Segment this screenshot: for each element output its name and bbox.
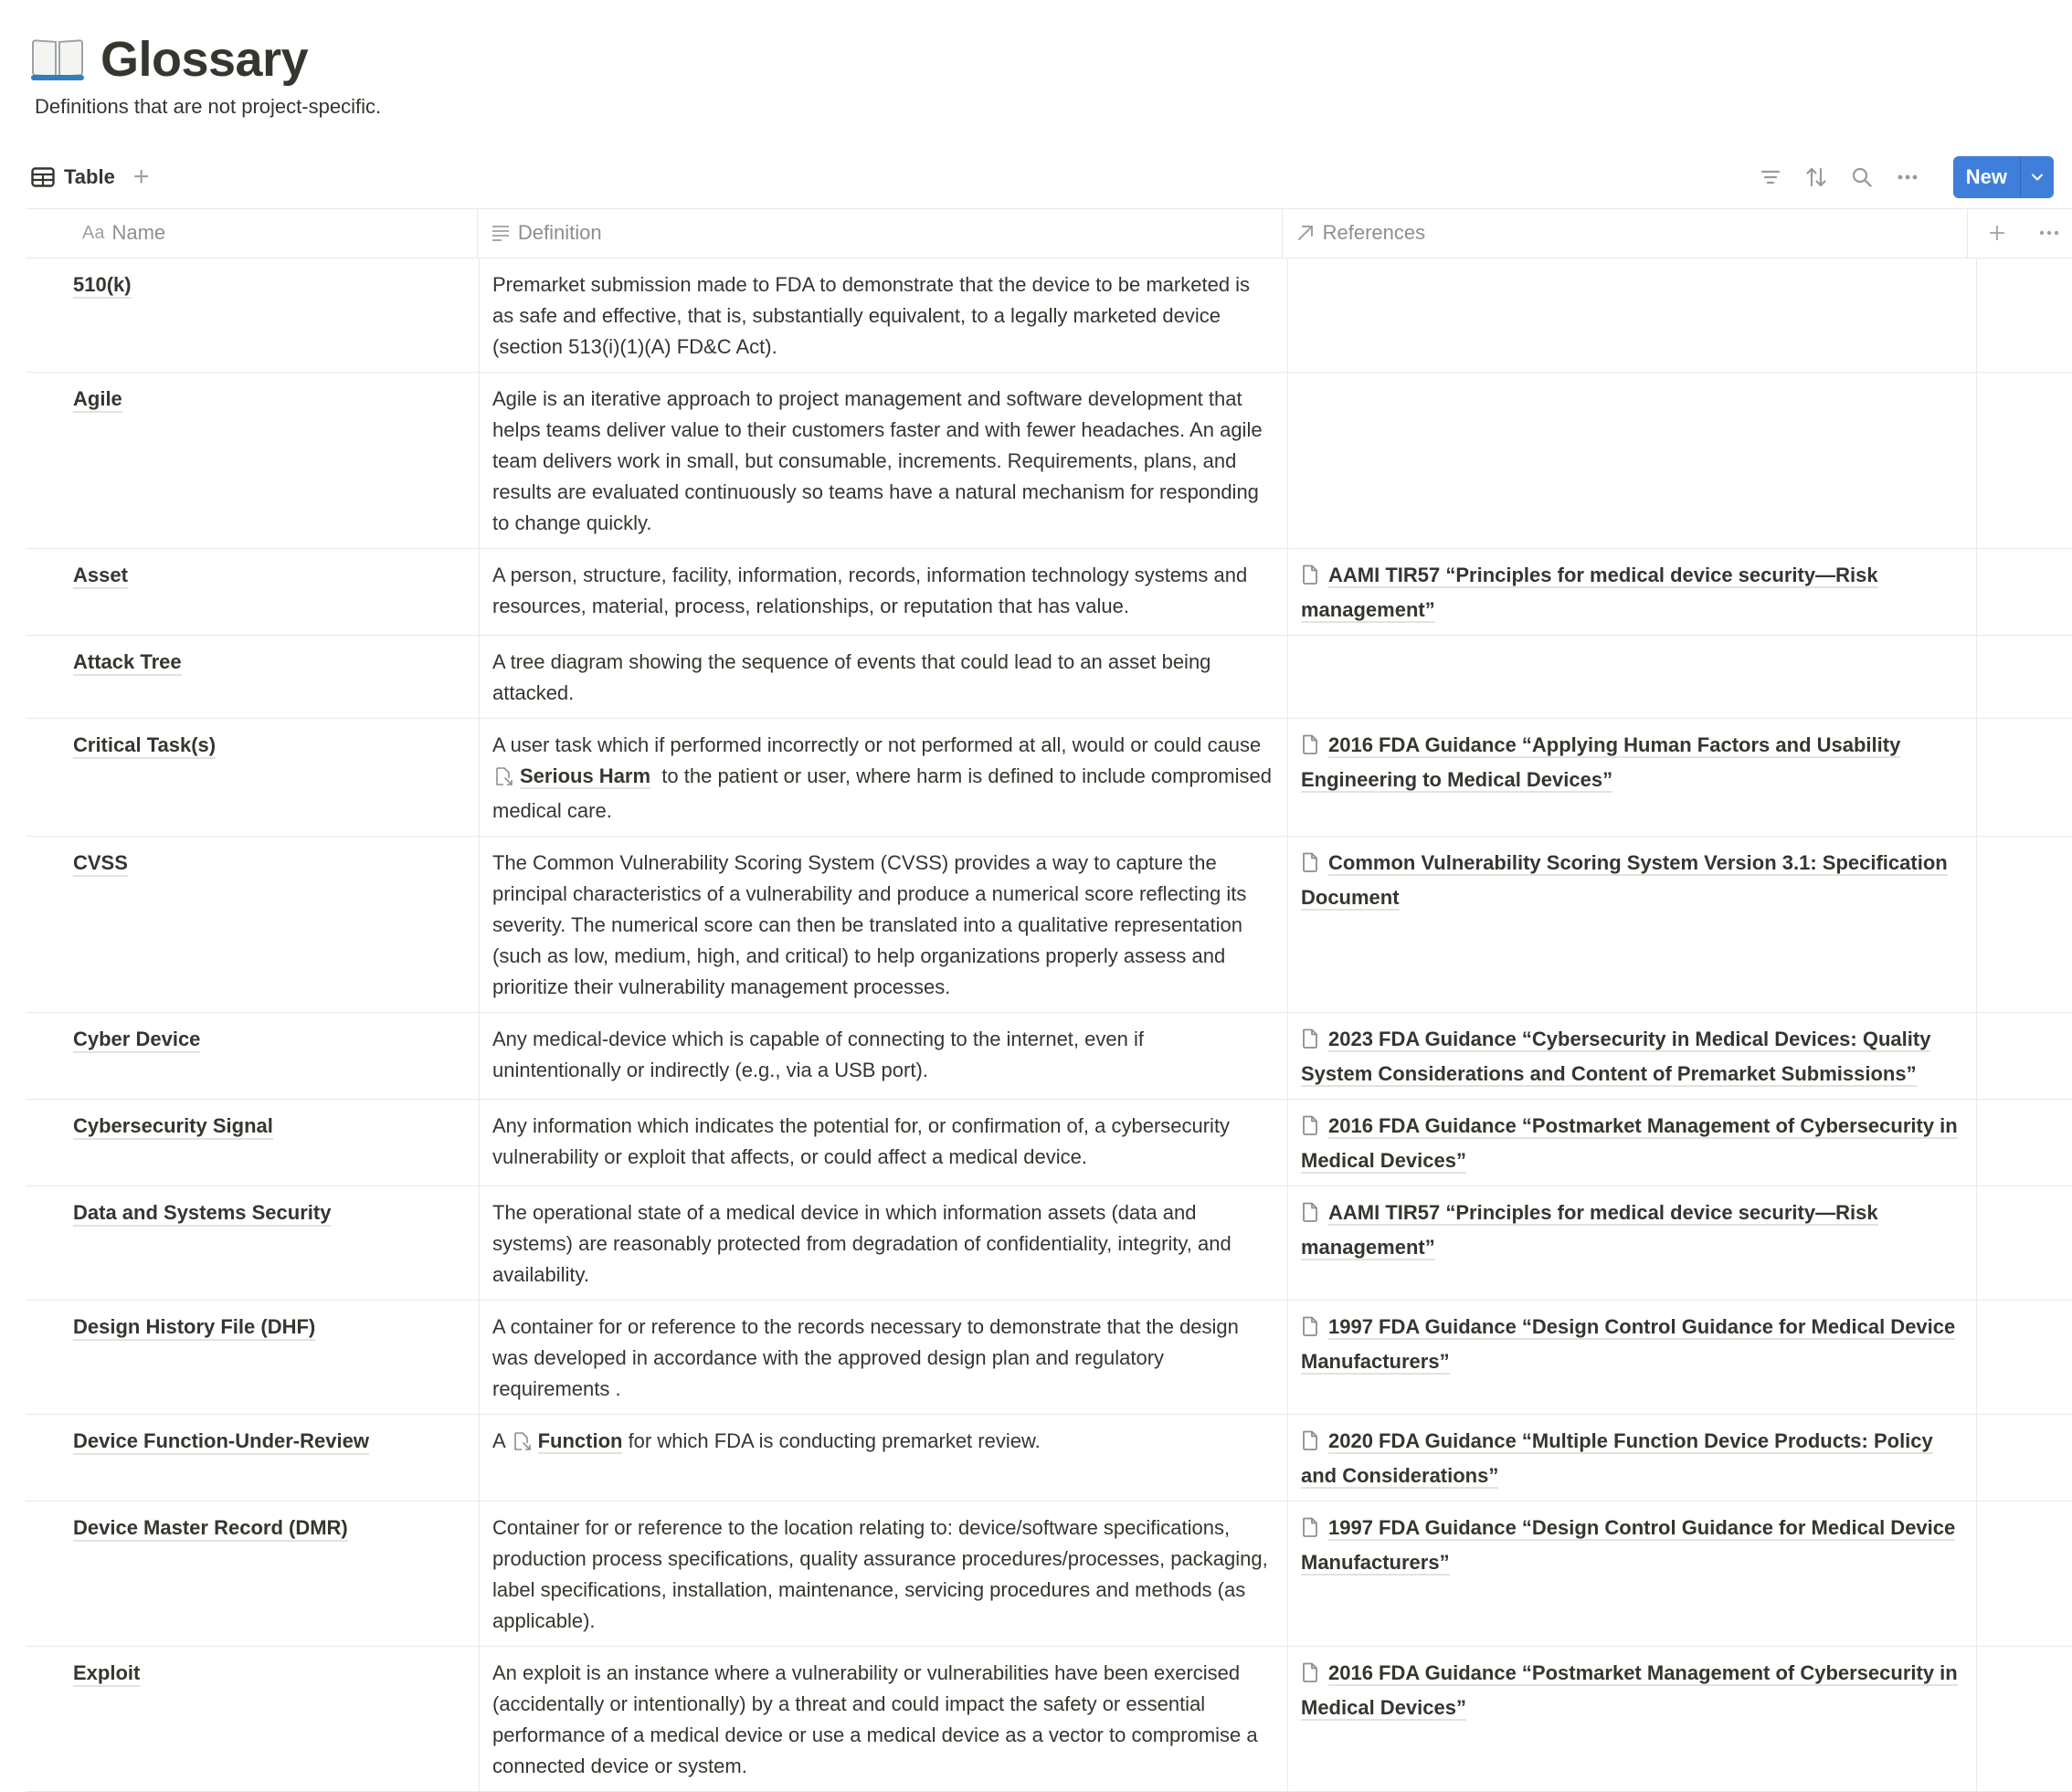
cell-name[interactable]	[26, 636, 480, 718]
column-header-actions	[1968, 209, 2072, 258]
more-icon[interactable]	[2039, 230, 2059, 236]
column-header-label: References	[1322, 221, 1426, 244]
more-icon[interactable]	[1897, 166, 1919, 188]
definition-text: Container for or reference to the location relating to: device/software specifications, production process specifications, quality assurance procedures/processes, packaging, label specifications, installation, maintenance, servicing procedures and methods (as applicable).	[492, 1516, 1274, 1632]
cell-references[interactable]	[1288, 837, 1977, 1012]
table-icon	[31, 167, 55, 187]
text-lines-icon	[491, 224, 511, 242]
definition-text: The Common Vulnerability Scoring System (CVSS) provides a way to capture the principal characteristics of a vulnerability and produce a numerical score reflecting its severity. The numerical score can then be translated into a qualitative representation (such as low, medium, high, and critical) to help organizations properly assess and prioritize their vulnerability management processes.	[492, 851, 1253, 998]
definition-text: for which FDA is conducting premarket review.	[622, 1429, 1041, 1452]
cell-definition[interactable]	[480, 1186, 1288, 1300]
cell-name[interactable]	[26, 1301, 480, 1414]
cell-references[interactable]	[1288, 1100, 1977, 1186]
page-mention-icon	[513, 1429, 533, 1460]
entry-title-link[interactable]: Asset	[73, 564, 128, 589]
definition-text: A tree diagram showing the sequence of events that could lead to an asset being attacked.	[492, 650, 1217, 704]
cell-definition[interactable]	[480, 1502, 1288, 1646]
definition-text: Any medical-device which is capable of connecting to the internet, even if unintentionally or indirectly (e.g., via a USB port).	[492, 1028, 1150, 1081]
cell-name[interactable]	[26, 373, 480, 548]
reference-link[interactable]: 2020 FDA Guidance “Multiple Function Device Products: Policy and Considerations”	[1301, 1429, 1933, 1487]
definition-text: An exploit is an instance where a vulnerability or vulnerabilities have been exercised (accidentally or intentionally) by a threat and could impact the safety or essential performance of a medical device or use a medical device as a vector to compromise a connected device or system.	[492, 1661, 1263, 1777]
document-icon	[1301, 1516, 1319, 1547]
cell-empty	[1977, 837, 2072, 1012]
definition-text: Agile is an iterative approach to project management and software development that helps teams deliver value to their customers faster and with fewer headaches. An agile team delivers work in small, but consumable, increments. Requirements, plans, and results are evaluated continuously so teams have a natural mechanism for responding to change quickly.	[492, 387, 1268, 534]
page-mention-link[interactable]: Serious Harm	[520, 764, 651, 787]
cell-references[interactable]	[1288, 636, 1977, 718]
cell-definition[interactable]	[480, 636, 1288, 718]
page-header	[31, 31, 308, 88]
entry-title-link[interactable]: Device Master Record (DMR)	[73, 1516, 348, 1542]
cell-definition[interactable]	[480, 837, 1288, 1012]
search-icon[interactable]	[1851, 166, 1873, 188]
table-row[interactable]	[26, 1186, 2072, 1301]
cell-empty	[1977, 549, 2072, 635]
reference-link[interactable]: 2016 FDA Guidance “Postmarket Management of Cybersecurity in Medical Devices”	[1301, 1661, 1958, 1719]
document-icon	[1301, 851, 1319, 882]
table-row[interactable]	[26, 636, 2072, 719]
table-header-row	[26, 209, 2072, 258]
entry-title-link[interactable]: 510(k)	[73, 273, 132, 299]
entry-title-link[interactable]: Attack Tree	[73, 650, 182, 676]
page-title[interactable]: Glossary	[100, 32, 309, 87]
table-row[interactable]	[26, 373, 2072, 549]
cell-definition[interactable]	[480, 373, 1288, 548]
reference-link[interactable]: 1997 FDA Guidance “Design Control Guidance for Medical Device Manufacturers”	[1301, 1516, 1956, 1574]
document-icon	[1301, 733, 1319, 764]
cell-empty	[1977, 719, 2072, 836]
cell-references[interactable]	[1288, 1186, 1977, 1300]
cell-empty	[1977, 1502, 2072, 1646]
cell-definition[interactable]	[480, 258, 1288, 372]
table-row[interactable]	[26, 719, 2072, 837]
cell-empty	[1977, 373, 2072, 548]
cell-references[interactable]	[1288, 258, 1977, 372]
cell-definition[interactable]	[480, 1415, 1288, 1501]
table-row[interactable]	[26, 549, 2072, 636]
document-icon	[1301, 564, 1319, 595]
table-row[interactable]	[26, 1013, 2072, 1100]
new-button[interactable]: New	[1965, 165, 2007, 188]
cell-definition[interactable]	[480, 1301, 1288, 1414]
table-body	[26, 258, 2072, 1792]
column-header-references[interactable]	[1283, 209, 1968, 258]
view-tools	[1760, 156, 2054, 198]
definition-text: A	[492, 1429, 511, 1452]
cell-empty	[1977, 1647, 2072, 1791]
entry-title-link[interactable]: Device Function-Under-Review	[73, 1429, 369, 1455]
column-header-label: Name	[111, 221, 166, 244]
document-icon	[1301, 1429, 1319, 1460]
definition-text: A user task which if performed incorrectly or not performed at all, would or could cause	[492, 733, 1267, 756]
reference-link[interactable]: AAMI TIR57 “Principles for medical device security—Risk management”	[1301, 1201, 1878, 1259]
new-dropdown-button[interactable]	[2020, 156, 2054, 198]
cell-references[interactable]	[1288, 549, 1977, 635]
cell-definition[interactable]	[480, 1013, 1288, 1099]
new-button-group	[1953, 156, 2054, 198]
definition-text: Any information which indicates the potential for, or confirmation of, a cybersecurity vulnerability or exploit that affects, or could affect a medical device.	[492, 1114, 1236, 1168]
cell-name[interactable]	[26, 719, 480, 836]
page-mention-link[interactable]: Function	[537, 1429, 623, 1452]
cell-empty	[1977, 1186, 2072, 1300]
cell-definition[interactable]	[480, 719, 1288, 836]
reference-link[interactable]: 2016 FDA Guidance “Applying Human Factors and Usability Engineering to Medical Devices”	[1301, 733, 1901, 791]
reference-link[interactable]: 2023 FDA Guidance “Cybersecurity in Medical Devices: Quality System Considerations and Content of Premarket Submissions”	[1301, 1028, 1931, 1085]
cell-empty	[1977, 1100, 2072, 1186]
cell-references[interactable]	[1288, 1013, 1977, 1099]
cell-definition[interactable]	[480, 1647, 1288, 1791]
entry-title-link[interactable]: Cyber Device	[73, 1028, 200, 1053]
cell-name[interactable]	[26, 1415, 480, 1501]
database-view-bar	[26, 157, 2054, 197]
definition-text: The operational state of a medical device in which information assets (data and systems) are reasonably protected from degradation of confidentiality, integrity, and availability.	[492, 1201, 1237, 1286]
cell-references[interactable]	[1288, 1301, 1977, 1414]
cell-references[interactable]	[1288, 1502, 1977, 1646]
filter-icon[interactable]	[1760, 166, 1781, 188]
reference-link[interactable]: 1997 FDA Guidance “Design Control Guidance for Medical Device Manufacturers”	[1301, 1315, 1956, 1373]
definition-text: to the patient or user, where harm is defined to include compromised medical care.	[492, 764, 1278, 822]
glossary-table	[26, 208, 2072, 1792]
cell-references[interactable]	[1288, 373, 1977, 548]
chevron-down-icon	[2031, 173, 2044, 182]
column-header-name[interactable]	[26, 209, 478, 258]
column-header-definition[interactable]	[478, 209, 1283, 258]
view-tab-label: Table	[64, 165, 115, 188]
entry-title-link[interactable]: Critical Task(s)	[73, 733, 216, 759]
cell-name[interactable]	[26, 1502, 480, 1646]
cell-empty	[1977, 636, 2072, 718]
cell-name[interactable]	[26, 258, 480, 372]
table-row[interactable]	[26, 1301, 2072, 1415]
document-icon	[1301, 1661, 1319, 1692]
relation-arrow-icon	[1295, 223, 1316, 243]
definition-text: A container for or reference to the records necessary to demonstrate that the design was developed in accordance with the approved design plan and regulatory requirements .	[492, 1315, 1245, 1400]
cell-name[interactable]	[26, 1100, 480, 1186]
entry-title-link[interactable]: Data and Systems Security	[73, 1201, 331, 1227]
cell-empty	[1977, 1301, 2072, 1414]
cell-name[interactable]	[26, 549, 480, 635]
page-description[interactable]: Definitions that are not project-specific.	[35, 95, 382, 118]
document-icon	[1301, 1315, 1319, 1346]
entry-title-link[interactable]: CVSS	[73, 851, 128, 877]
table-row[interactable]	[26, 1647, 2072, 1792]
table-row[interactable]	[26, 258, 2072, 373]
cell-empty	[1977, 258, 2072, 372]
cell-empty	[1977, 1415, 2072, 1501]
definition-text: A person, structure, facility, information, records, information technology systems and resources, material, process, relationships, or reputation that has value.	[492, 564, 1253, 617]
open-book-icon[interactable]	[31, 37, 84, 82]
table-row[interactable]	[26, 837, 2072, 1013]
reference-link[interactable]: 2016 FDA Guidance “Postmarket Management of Cybersecurity in Medical Devices”	[1301, 1114, 1958, 1172]
cell-references[interactable]	[1288, 1415, 1977, 1501]
cell-name[interactable]	[26, 837, 480, 1012]
entry-title-link[interactable]: Exploit	[73, 1661, 140, 1687]
view-tab-table[interactable]	[26, 162, 121, 193]
document-icon	[1301, 1028, 1319, 1059]
document-icon	[1301, 1201, 1319, 1232]
entry-title-link[interactable]: Agile	[73, 387, 122, 413]
cell-name[interactable]	[26, 1013, 480, 1099]
document-icon	[1301, 1114, 1319, 1145]
cell-references[interactable]	[1288, 1647, 1977, 1791]
page-mention-icon	[494, 764, 514, 796]
entry-title-link[interactable]: Design History File (DHF)	[73, 1315, 315, 1341]
table-row[interactable]	[26, 1502, 2072, 1647]
cell-definition[interactable]	[480, 549, 1288, 635]
table-row[interactable]	[26, 1415, 2072, 1502]
cell-name[interactable]	[26, 1186, 480, 1300]
cell-name[interactable]	[26, 1647, 480, 1791]
sort-icon[interactable]	[1805, 166, 1827, 188]
add-view-button[interactable]: +	[132, 162, 150, 192]
cell-empty	[1977, 1013, 2072, 1099]
reference-link[interactable]: Common Vulnerability Scoring System Version 3.1: Specification Document	[1301, 851, 1948, 909]
definition-text: Premarket submission made to FDA to demonstrate that the device to be marketed is as safe and effective, that is, substantially equivalent, to a legally marketed device (section 513(i)(1)(A) FD&C Act).	[492, 273, 1256, 358]
table-row[interactable]	[26, 1100, 2072, 1186]
column-header-label: Definition	[517, 221, 602, 244]
entry-title-link[interactable]: Cybersecurity Signal	[73, 1114, 273, 1140]
cell-definition[interactable]	[480, 1100, 1288, 1186]
title-aa-icon: Aa	[82, 223, 105, 243]
cell-references[interactable]	[1288, 719, 1977, 836]
reference-link[interactable]: AAMI TIR57 “Principles for medical device security—Risk management”	[1301, 564, 1878, 621]
add-property-icon[interactable]	[1988, 224, 2006, 242]
